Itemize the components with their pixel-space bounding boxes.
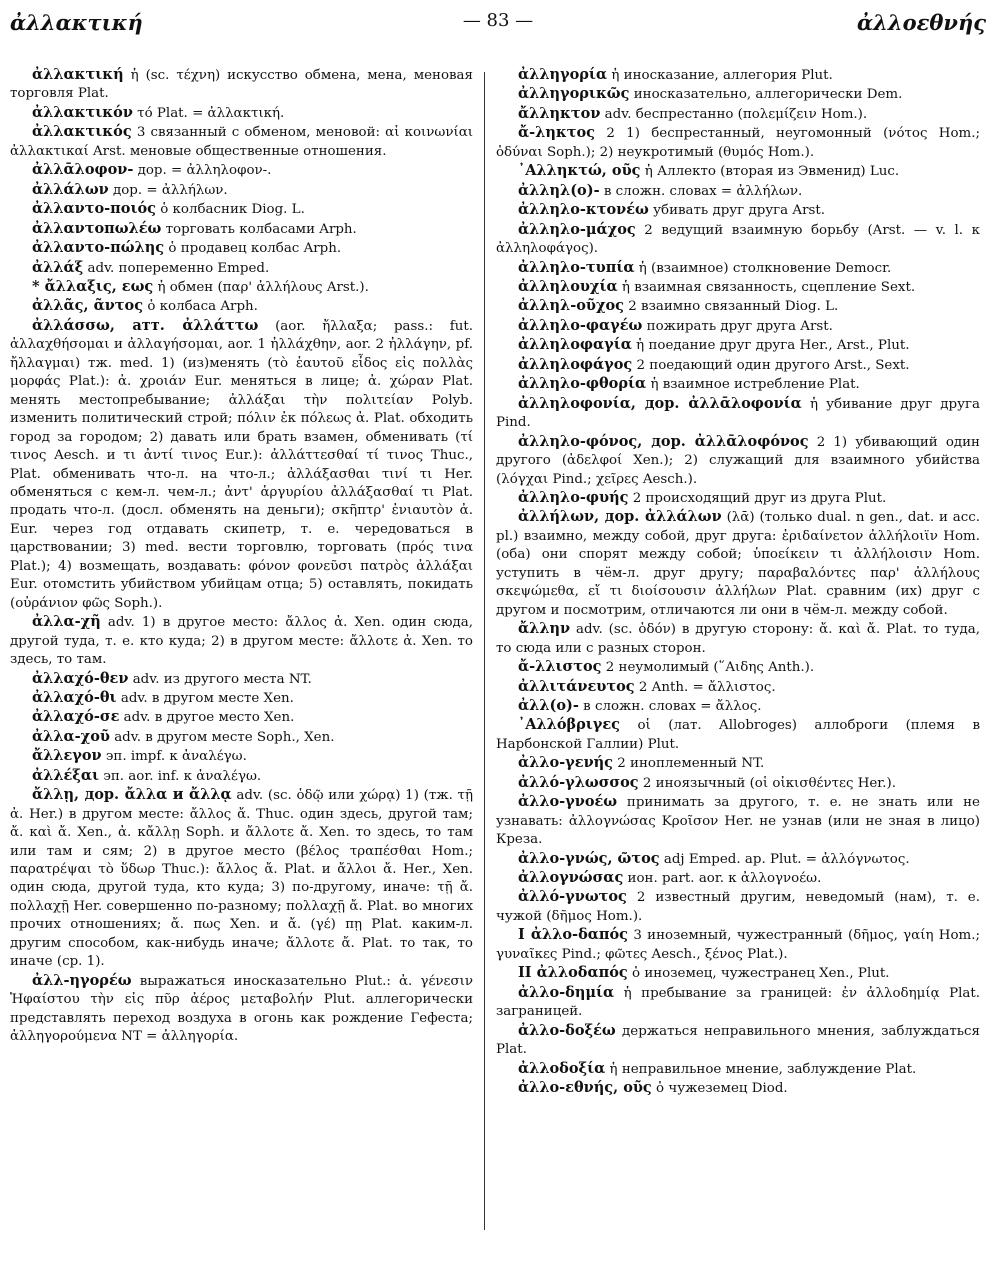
dictionary-entry (496, 433, 980, 489)
entry-headword: ἀλλαχό-σε (32, 708, 120, 726)
entry-headword: ἀλληλο-κτονέω (518, 201, 649, 219)
dictionary-entry (496, 716, 980, 754)
dictionary-entry (10, 66, 473, 104)
dictionary-entry (496, 869, 980, 888)
entry-headword: ἀλλαχό-θι (32, 688, 117, 706)
dictionary-entry (496, 793, 980, 849)
column-divider (484, 72, 485, 1230)
entry-headword: ἀλλό-γλωσσος (518, 773, 639, 791)
entry-headword: ἀλλο-δημία (518, 983, 615, 1001)
dictionary-entry (10, 104, 473, 123)
running-head-right: ἀλλοεθνής (856, 10, 986, 35)
entry-headword: ἀλληλοφονία, дор. ἀλλᾱλοφονία (518, 394, 802, 412)
dictionary-entry (496, 658, 980, 677)
entry-headword: ἄλληκτον (518, 104, 601, 122)
entry-headword: ἀλλάσσω, атт. ἀλλάττω (32, 316, 259, 334)
page-header (10, 10, 986, 42)
entry-headword: ἀλληλουχία (518, 277, 618, 295)
entry-headword: ἀλλαντο-ποιός (32, 200, 156, 218)
entry-headword: ἀλλ(ο)- (518, 696, 579, 714)
dictionary-entry (496, 356, 980, 375)
entry-headword: ᾿Αλληκτώ, οῦς (518, 162, 641, 180)
dictionary-entry (496, 697, 980, 716)
dictionary-entry (496, 620, 980, 658)
entry-definition: ὁ колбасник Diog. L. (160, 202, 305, 218)
entry-definition: ион. part. aor. к ἀλλογνοέω. (627, 871, 822, 887)
dictionary-entry (10, 123, 473, 161)
dictionary-entry (496, 259, 980, 278)
dictionary-entry (10, 259, 473, 278)
dictionary-entry (496, 984, 980, 1022)
dictionary-entry (496, 489, 980, 508)
entry-definition: adj Emped. ap. Plut. = ἀλλόγνωτος. (663, 851, 910, 867)
entry-definition: adv. 1) в другое место: ἄλλος ἀ. Xen. один сюда, другой туда, т. е. кто куда; 2) в другом месте: ἄλλοτε ἀ. Xen. то здесь, то там. (10, 615, 473, 668)
dictionary-entry (496, 508, 980, 620)
entry-headword: ἀλλαντο-πώλης (32, 239, 165, 257)
entry-definition: дор. = ἀλλήλων. (112, 182, 228, 198)
entry-headword: ἀλλ-ηγορέω (32, 971, 132, 989)
entry-headword: ἀλληλο-φυής (518, 488, 629, 506)
dictionary-entry (10, 239, 473, 258)
entry-headword: ἀλληλο-φόνος, дор. ἀλλᾱλοφόνος (518, 432, 809, 450)
entry-definition: дор. = ἀλληλοφον-. (137, 163, 272, 179)
entry-definition: ἡ неправильное мнение, заблуждение Plat. (609, 1061, 917, 1077)
entry-headword: ἀλλογνώσας (518, 869, 624, 887)
entry-headword: ἀλληγορία (518, 66, 608, 83)
dictionary-entry (496, 85, 980, 104)
entry-definition: ἡ иносказание, аллегория Plut. (611, 68, 833, 83)
entry-headword: ἀλλάλων (32, 180, 109, 198)
entry-headword: ἀλληλ(ο)- (518, 181, 600, 199)
entry-headword: ἀλλα-χῆ (32, 613, 101, 631)
entry-headword: ἀλληλο-φαγέω (518, 316, 643, 334)
entry-definition: пожирать друг друга Arst. (646, 318, 833, 334)
entry-headword: ἄ-λλιστος (518, 658, 602, 676)
entry-definition: adv. из другого места NT. (132, 671, 312, 687)
entry-definition: 2 взаимно связанный Diog. L. (628, 299, 839, 315)
entry-definition: ἡ поедание друг друга Her., Arst., Plut. (636, 338, 910, 354)
dictionary-entry (10, 297, 473, 316)
dictionary-entry (10, 220, 473, 239)
entry-definition: 2 иноплеменный NT. (617, 756, 765, 772)
entry-definition: (aor. ἤλλαξα; pass.: fut. ἀλλαχθήσομαι и ἀλλαγήσομαι, aor. 1 ἠλλάχθην, aor. 2 ἠλλάγην, pf. ἤλλαγμαι) тж. med. 1) (из)менять (τὸ ἑαυτοῦ εἶδος εἰς πολλὰς μορφάς Plat.): ἀ. χροιάν Eur. меняться в лице; ἀ. χώραν Plat. менять местопребывание; ἀλλάξαι τὴν πολιτείαν Polyb. изменить политический строй; πόλιν ἐκ πόλεως ἀ. Plat. обходить город за городом; 2) давать или брать взамен, обменивать (τί τινος Aesch. и τι ἀντί τινος Eur.): ἀλλάττεσθαί τί τινος Thuc., Plat. обменивать что-л. на что-л.; ἀλλάξασθαι τινί τι Her. обменяться с кем-л. чем-л.; ἀντ' ἀργυρίου ἀλλάξασθαί τι Plat. продать что-л. (досл. обменять на деньги); σκῆπτρ' ἐνιαυτὸν ἀ. Eur. через год отдавать скипетр, т. е. чередоваться в царствовании; 3) med. вести торговлю, торговать (πρός τινα Plat.); 4) возмещать, воздавать: φόνον φονεῦσι πατρὸς ἀλλάξαι Eur. отомстить убийством убийцам отца; 5) оставлять, покидать (οὐράνιον φῶς Soph.). (10, 318, 473, 611)
entry-definition: выражаться иносказательно Plut.: ἀ. γένεσιν Ἡφαίστου τὴν εἰς πῦρ ἀέρος μεταβολήν Plut. аллегорически представлять переход воздуха в огонь как рождение Гефеста; ἀλληγορούμενα NT = ἀλληγορία. (10, 973, 473, 1045)
entry-definition: 2 1) беспрестанный, неугомонный (νότος Hom.; ὀδύναι Soph.); 2) неукротимый (θυμός Hom.). (496, 126, 980, 160)
entry-definition: иносказательно, аллегорически Dem. (633, 87, 903, 103)
dictionary-entry (496, 336, 980, 355)
entry-definition: ἡ (взаимное) столкновение Democr. (638, 260, 892, 276)
entry-headword: ἀλλό-γνωτος (518, 888, 627, 906)
entry-definition: ἡ взаимная связанность, сцепление Sext. (621, 279, 916, 295)
entry-definition: убивать друг друга Arst. (653, 203, 825, 219)
right-column (496, 66, 980, 1098)
dictionary-entry (10, 613, 473, 669)
entry-definition: adv. в другое место Xen. (123, 710, 295, 726)
entry-definition: ἡ пребывание за границей: ἐν ἀλλοδημίᾳ Plat. заграницей. (496, 985, 980, 1020)
entry-headword: ἀλλαντοπωλέω (32, 219, 162, 237)
entry-headword: ἀλλᾶς, ᾶντος (32, 297, 144, 315)
dictionary-entry (496, 964, 980, 983)
entry-headword: ἀλλα-χοῦ (32, 727, 110, 745)
dictionary-entry (496, 850, 980, 869)
entry-headword: ἀλλο-εθνής, οῦς (518, 1079, 652, 1097)
entry-headword: ἄλλῃ, дор. ἄλλα и ἄλλᾳ (32, 786, 232, 804)
entry-headword: ἀλλᾱλοφον- (32, 161, 134, 179)
dictionary-entry (496, 774, 980, 793)
entry-headword: II ἀλλοδαπός (518, 964, 628, 982)
dictionary-entry (10, 786, 473, 972)
dictionary-entry (10, 278, 473, 297)
entry-definition: 2 ведущий взаимную борьбу (Arst. — v. l. к ἀλληλοφάγος). (496, 222, 980, 257)
entry-definition: 2 известный другим, неведомый (нам), т. е. чужой (δῆμος Hom.). (496, 890, 980, 924)
entry-headword: ἀλληλοφάγος (518, 355, 633, 373)
entry-definition: ὁ иноземец, чужестранец Xen., Plut. (632, 966, 890, 982)
entry-definition: ἡ Аллекто (вторая из Эвменид) Luc. (644, 164, 900, 180)
entry-headword: ἀλλο-γενής (518, 754, 614, 772)
entry-definition: в сложн. словах = ἄλλος. (583, 698, 762, 714)
dictionary-entry (496, 317, 980, 336)
entry-definition: τό Plat. = ἀλλακτική. (137, 105, 285, 121)
entry-headword: ἀλλαχό-θεν (32, 669, 129, 687)
dictionary-entry (10, 728, 473, 747)
dictionary-entry (496, 375, 980, 394)
dictionary-entry (10, 161, 473, 180)
entry-definition: ὁ продавец колбас Arph. (168, 241, 342, 257)
entry-headword: ἀλληγορικῶς (518, 85, 630, 103)
entry-definition: эп. aor. inf. к ἀναλέγω. (103, 768, 262, 784)
entry-headword: ἄ-ληκτος (518, 124, 596, 142)
entry-headword: ἀλλιτάνευτος (518, 677, 635, 695)
dictionary-entry (496, 395, 980, 433)
entry-definition: ἡ обмен (παρ' ἀλλήλους Arst.). (157, 279, 369, 295)
entry-headword: ἀλλέξαι (32, 766, 100, 784)
page-number: — 83 — (462, 10, 534, 31)
entry-definition: 2 Anth. = ἄλλιστος. (638, 679, 776, 695)
entry-headword: ἀλλακτική (32, 66, 124, 83)
entry-headword: ἀλλο-γνοέω (518, 793, 618, 811)
entry-headword: ἀλλο-δοξέω (518, 1021, 616, 1039)
entry-definition: принимать за другого, т. е. не знать или не узнавать: ἀλλογνώσας Κροῖσον Her. не узнав (или не зная в лицо) Креза. (496, 795, 980, 848)
entry-definition: 3 связанный с обменом, меновой: αἱ κοινωνίαι ἀλλακτικαί Arst. меновые общественные отношения. (10, 125, 474, 159)
entry-headword: ἀλλοδοξία (518, 1059, 606, 1077)
entry-definition: 2 происходящий друг из друга Plut. (632, 490, 887, 506)
dictionary-entry (496, 66, 980, 85)
dictionary-entry (10, 670, 473, 689)
entry-headword: ἄλλεγον (32, 747, 102, 765)
entry-headword: ἀλληλ-οῦχος (518, 297, 624, 315)
dictionary-entry (496, 105, 980, 124)
dictionary-entry (496, 1060, 980, 1079)
entry-definition: 2 иноязычный (οἱ οἰκισθέντες Her.). (642, 775, 896, 791)
entry-headword: I ἀλλο-δαπός (518, 926, 629, 944)
entry-definition: οἱ (лат. Allobroges) аллоброги (племя в Нарбонской Галлии) Plut. (496, 718, 980, 752)
entry-headword: * ἄλλαξις, εως (32, 277, 154, 295)
entry-definition: adv. попеременно Emped. (87, 260, 270, 276)
dictionary-entry (496, 201, 980, 220)
dictionary-entry (496, 888, 980, 926)
entry-definition: ὁ колбаса Arph. (147, 299, 258, 315)
entry-definition: adv. в другом месте Xen. (120, 690, 294, 706)
dictionary-entry (10, 767, 473, 786)
entry-headword: ἀλλο-γνώς, ῶτος (518, 849, 660, 867)
entry-definition: 2 1) убивающий один другого (ἀδελφοί Xen.); 2) служащий для взаимного убийства (λόγχαι Pind.; χεῖρες Aesch.). (496, 434, 980, 487)
dictionary-entry (496, 162, 980, 181)
entry-headword: ἀλληλο-φθορία (518, 375, 647, 393)
entry-headword: ἀλλάξ (32, 258, 84, 276)
dictionary-entry (10, 689, 473, 708)
dictionary-entry (496, 124, 980, 162)
entry-definition: adv. (sc. ὁδόν) в другую сторону: ἄ. καὶ ἄ. Plat. то туда, то сюда или с разных сторон. (496, 622, 980, 656)
entry-headword: ἀλλακτικός (32, 123, 132, 141)
dictionary-entry (496, 1022, 980, 1060)
entry-definition: 2 поедающий один другого Arst., Sext. (636, 357, 910, 373)
entry-definition: держаться неправильного мнения, заблуждаться Plat. (496, 1023, 980, 1058)
entry-definition: adv. беспрестанно (πολεμίζειν Hom.). (604, 106, 868, 122)
dictionary-entry (496, 278, 980, 297)
left-column (10, 66, 473, 1047)
dictionary-entry (496, 182, 980, 201)
entry-definition: эп. impf. к ἀναλέγω. (105, 749, 247, 765)
dictionary-entry (496, 1079, 980, 1098)
dictionary-entry (496, 754, 980, 773)
entry-definition: ἡ взаимное истребление Plat. (650, 377, 860, 393)
entry-definition: (λᾱ) (только dual. n gen., dat. и acc. pl.) взаимно, между собой, друг друга: ἐριδαίνετον ἀλλήλοιϊν Hom. (оба) они спорят между собой; ὑποείκειν τι ἀλλήλοισιν Hom. уступить в чём-л. друг другу; παραβαλόντες παρ' ἀλλήλους σκεψώμεθα, εἴ τι διοίσουσιν ἀλλήλων Plat. сравним (их) друг с другом и посмотрим, отличаются ли они в чём-л. между собой. (496, 510, 981, 618)
entry-definition: торговать колбасами Arph. (165, 221, 357, 237)
dictionary-entry (496, 678, 980, 697)
dictionary-entry (496, 926, 980, 964)
entry-headword: ᾿Αλλόβριγες (518, 716, 621, 734)
entry-headword: ἀλληλο-μάχος (518, 220, 636, 238)
entry-definition: 2 неумолимый (῞Αιδης Anth.). (605, 660, 815, 676)
entry-definition: 3 иноземный, чужестранный (δῆμος, γαίη Hom.; γυναῖκες Pind.; φῶτες Aesch., ξένος Plat.). (496, 928, 980, 962)
entry-headword: ἀλληλο-τυπία (518, 258, 635, 276)
entry-definition: ὁ чужеземец Diod. (656, 1081, 788, 1097)
dictionary-entry (496, 221, 980, 259)
entry-headword: ἄλλην (518, 620, 571, 638)
dictionary-entry (10, 972, 473, 1047)
dictionary-entry (10, 200, 473, 219)
running-head-left: ἀλλακτική (10, 10, 143, 35)
entry-definition: adv. (sc. ὁδῷ или χώρᾳ) 1) (тж. τῇ ἀ. Her.) в другом месте: ἄλλος ἄ. Thuc. один здесь, другой там; ἄ. καὶ ἄ. Xen., ἀ. κἄλλῃ Soph. и ἄλλοτε ἄ. Xen. то здесь, то там или там и сям; 2) в другое место (βέλος τραπέσθαι Hom.; παρατρέψαι τὸ ὕδωρ Thuc.): ἄλλος ἄ. Plat. и ἄλλοι ἄ. Her., Xen. один сюда, другой туда, кто куда; 3) по-другому, иначе: τῇ ἄ. πολλαχῇ Her. совершенно по-разному; πολλαχῇ ἄ. Plat. во многих прочих отношениях; ἄ. πως Xen. и ἄ. (γέ) πῃ Plat. каким-л. другим способом, как-нибудь иначе; ἄλλοτε ἄ. Plat. то так, то иначе (ср. 1). (10, 788, 473, 970)
entry-definition: ἡ убивание друг друга Pind. (496, 396, 980, 431)
dictionary-entry (10, 181, 473, 200)
entry-definition: в сложн. словах = ἀλλήλων. (603, 183, 803, 199)
entry-definition: adv. в другом месте Soph., Xen. (114, 729, 335, 745)
dictionary-entry (10, 708, 473, 727)
dictionary-entry (10, 317, 473, 613)
entry-headword: ἀλλήλων, дор. ἀλλάλων (518, 508, 722, 526)
dictionary-entry (496, 297, 980, 316)
entry-definition: ἡ (sc. τέχνη) искусство обмена, мена, меновая торговля Plat. (10, 68, 473, 102)
entry-headword: ἀλληλοφαγία (518, 336, 632, 354)
entry-headword: ἀλλακτικόν (32, 103, 133, 121)
dictionary-entry (10, 747, 473, 766)
